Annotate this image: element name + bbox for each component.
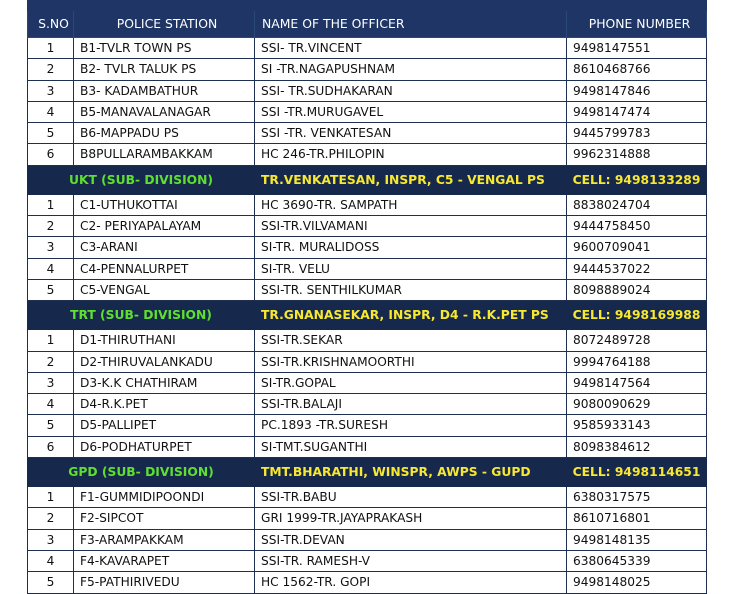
row-station: F3-ARAMPAKKAM <box>74 529 255 550</box>
row-officer: SI-TR. MURALIDOSS <box>255 237 567 258</box>
header-station: POLICE STATION <box>74 11 255 38</box>
subdivision-cell: CELL: 9498169988 <box>567 301 707 330</box>
row-officer: SSI-TR.KRISHNAMOORTHI <box>255 351 567 372</box>
table-row <box>28 394 707 415</box>
table-row <box>28 487 707 508</box>
subdivision-name: GPD (SUB- DIVISION) <box>28 458 255 487</box>
officer-table <box>27 0 707 594</box>
row-phone: 9498147846 <box>567 80 707 101</box>
table-row <box>28 508 707 529</box>
row-sno: 5 <box>28 123 74 144</box>
row-station: C5-VENGAL <box>74 279 255 300</box>
row-officer: SSI- TR.SUDHAKARAN <box>255 80 567 101</box>
row-sno: 3 <box>28 372 74 393</box>
subdivision-name: UKT (SUB- DIVISION) <box>28 165 255 194</box>
row-phone: 9080090629 <box>567 394 707 415</box>
row-phone: 9585933143 <box>567 415 707 436</box>
subdivision-name: TRT (SUB- DIVISION) <box>28 301 255 330</box>
table-row <box>28 279 707 300</box>
row-sno: 2 <box>28 351 74 372</box>
row-sno: 6 <box>28 436 74 457</box>
row-phone: 8098889024 <box>567 279 707 300</box>
row-officer: HC 3690-TR. SAMPATH <box>255 194 567 215</box>
row-station: B6-MAPPADU PS <box>74 123 255 144</box>
row-sno: 4 <box>28 101 74 122</box>
row-phone: 8072489728 <box>567 330 707 351</box>
table-row <box>28 123 707 144</box>
row-phone: 9498148025 <box>567 572 707 593</box>
row-phone: 8610468766 <box>567 59 707 80</box>
row-sno: 2 <box>28 59 74 80</box>
table-row <box>28 415 707 436</box>
row-sno: 1 <box>28 38 74 59</box>
row-sno: 1 <box>28 330 74 351</box>
table-row <box>28 101 707 122</box>
row-station: C3-ARANI <box>74 237 255 258</box>
row-officer: SI -TR.NAGAPUSHNAM <box>255 59 567 80</box>
row-phone: 9445799783 <box>567 123 707 144</box>
table-row <box>28 351 707 372</box>
table-row <box>28 38 707 59</box>
row-station: D1-THIRUTHANI <box>74 330 255 351</box>
row-sno: 4 <box>28 394 74 415</box>
row-station: D3-K.K CHATHIRAM <box>74 372 255 393</box>
table-row <box>28 372 707 393</box>
row-sno: 3 <box>28 80 74 101</box>
row-phone: 6380645339 <box>567 550 707 571</box>
row-sno: 5 <box>28 572 74 593</box>
row-officer: SI-TR. VELU <box>255 258 567 279</box>
row-officer: SSI -TR. VENKATESAN <box>255 123 567 144</box>
header-officer: NAME OF THE OFFICER <box>255 11 567 38</box>
row-sno: 1 <box>28 194 74 215</box>
row-officer: SSI-TR.BABU <box>255 487 567 508</box>
row-station: B2- TVLR TALUK PS <box>74 59 255 80</box>
row-phone: 6380317575 <box>567 487 707 508</box>
row-officer: SSI -TR.MURUGAVEL <box>255 101 567 122</box>
row-officer: SSI-TR.DEVAN <box>255 529 567 550</box>
row-station: D2-THIRUVALANKADU <box>74 351 255 372</box>
row-sno: 5 <box>28 279 74 300</box>
row-phone: 8610716801 <box>567 508 707 529</box>
row-officer: HC 246-TR.PHILOPIN <box>255 144 567 165</box>
subdivision-row <box>28 458 707 487</box>
row-phone: 9444537022 <box>567 258 707 279</box>
row-sno: 2 <box>28 508 74 529</box>
row-officer: SSI- TR.VINCENT <box>255 38 567 59</box>
row-officer: SSI-TR. RAMESH-V <box>255 550 567 571</box>
row-phone: 9498148135 <box>567 529 707 550</box>
header-row <box>28 11 707 38</box>
subdivision-cell: CELL: 9498114651 <box>567 458 707 487</box>
row-station: D4-R.K.PET <box>74 394 255 415</box>
subdivision-cell: CELL: 9498133289 <box>567 165 707 194</box>
row-station: D5-PALLIPET <box>74 415 255 436</box>
header-sno: S.NO <box>28 11 74 38</box>
row-sno: 5 <box>28 415 74 436</box>
row-station: B3- KADAMBATHUR <box>74 80 255 101</box>
top-strip <box>28 1 707 11</box>
subdivision-row <box>28 301 707 330</box>
subdivision-officer: TR.GNANASEKAR, INSPR, D4 - R.K.PET PS <box>255 301 567 330</box>
row-sno: 4 <box>28 258 74 279</box>
row-officer: HC 1562-TR. GOPI <box>255 572 567 593</box>
table-row <box>28 194 707 215</box>
row-station: B8PULLARAMBAKKAM <box>74 144 255 165</box>
row-officer: SI-TR.GOPAL <box>255 372 567 393</box>
table-row <box>28 550 707 571</box>
row-sno: 6 <box>28 144 74 165</box>
row-station: D6-PODHATURPET <box>74 436 255 457</box>
table-row <box>28 144 707 165</box>
row-sno: 1 <box>28 487 74 508</box>
row-officer: PC.1893 -TR.SURESH <box>255 415 567 436</box>
table-row <box>28 59 707 80</box>
row-sno: 3 <box>28 237 74 258</box>
row-station: C2- PERIYAPALAYAM <box>74 216 255 237</box>
row-officer: GRI 1999-TR.JAYAPRAKASH <box>255 508 567 529</box>
table-row <box>28 572 707 593</box>
row-phone: 9600709041 <box>567 237 707 258</box>
table-row <box>28 258 707 279</box>
header-phone: PHONE NUMBER <box>567 11 707 38</box>
row-station: C4-PENNALURPET <box>74 258 255 279</box>
table-row <box>28 330 707 351</box>
subdivision-row <box>28 165 707 194</box>
officer-contact-sheet <box>27 0 706 594</box>
row-sno: 2 <box>28 216 74 237</box>
table-row <box>28 529 707 550</box>
row-phone: 9444758450 <box>567 216 707 237</box>
row-phone: 9994764188 <box>567 351 707 372</box>
subdivision-officer: TR.VENKATESAN, INSPR, C5 - VENGAL PS <box>255 165 567 194</box>
row-station: F1-GUMMIDIPOONDI <box>74 487 255 508</box>
row-station: B5-MANAVALANAGAR <box>74 101 255 122</box>
row-station: C1-UTHUKOTTAI <box>74 194 255 215</box>
table-row <box>28 216 707 237</box>
row-sno: 4 <box>28 550 74 571</box>
row-phone: 8838024704 <box>567 194 707 215</box>
row-officer: SSI-TR.VILVAMANI <box>255 216 567 237</box>
row-officer: SSI-TR. SENTHILKUMAR <box>255 279 567 300</box>
row-phone: 9498147474 <box>567 101 707 122</box>
row-station: F2-SIPCOT <box>74 508 255 529</box>
row-sno: 3 <box>28 529 74 550</box>
row-phone: 9962314888 <box>567 144 707 165</box>
row-officer: SSI-TR.SEKAR <box>255 330 567 351</box>
row-officer: SI-TMT.SUGANTHI <box>255 436 567 457</box>
subdivision-officer: TMT.BHARATHI, WINSPR, AWPS - GUPD <box>255 458 567 487</box>
row-station: F5-PATHIRIVEDU <box>74 572 255 593</box>
row-officer: SSI-TR.BALAJI <box>255 394 567 415</box>
table-row <box>28 436 707 457</box>
row-station: B1-TVLR TOWN PS <box>74 38 255 59</box>
row-station: F4-KAVARAPET <box>74 550 255 571</box>
table-row <box>28 237 707 258</box>
row-phone: 9498147551 <box>567 38 707 59</box>
row-phone: 8098384612 <box>567 436 707 457</box>
table-row <box>28 80 707 101</box>
row-phone: 9498147564 <box>567 372 707 393</box>
